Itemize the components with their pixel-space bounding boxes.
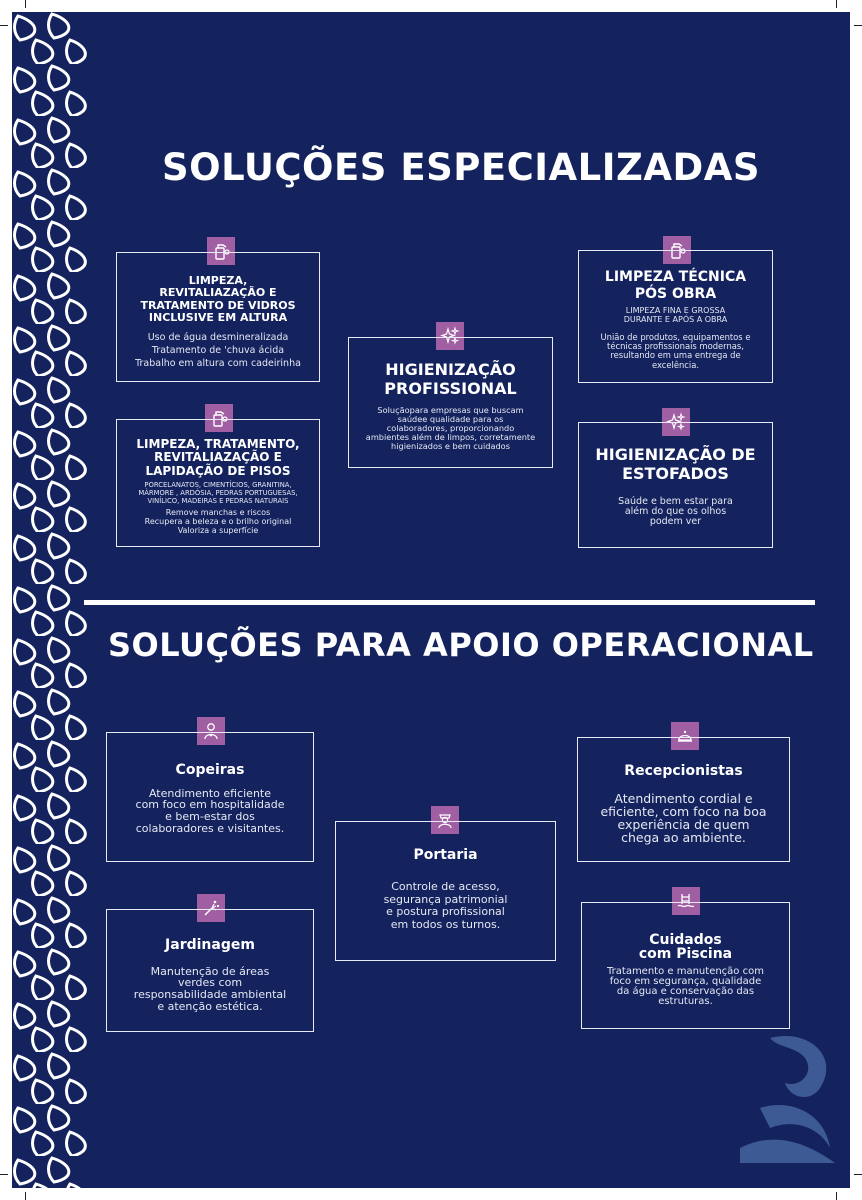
card-body-line: Manutenção de áreas xyxy=(150,964,270,978)
card-title-line: REVITALIAZAÇÃO E xyxy=(154,450,282,465)
card-body-line: colaboradores, proporcionando xyxy=(386,423,515,434)
decorative-pattern xyxy=(12,12,88,1188)
card-body-line: excelência. xyxy=(651,359,700,370)
card-body-line: em todos os turnos. xyxy=(390,918,501,932)
card-higienizacao-profissional xyxy=(348,337,553,468)
card-title-line: PÓS OBRA xyxy=(634,285,717,302)
card-cuidados-piscina xyxy=(581,902,790,1029)
card-title-line: HIGIENIZAÇÃO xyxy=(385,360,516,379)
card-title-line: LIMPEZA, TRATAMENTO, xyxy=(136,437,300,451)
card-body-line: colaboradores e visitantes. xyxy=(135,821,285,835)
card-portaria xyxy=(335,821,556,961)
card-body-line: responsabilidade ambiental xyxy=(133,988,287,1002)
crop-mark xyxy=(854,1174,862,1175)
card-sub-line: VINÍLICO, MADEIRAS E PEDRAS NATURAIS xyxy=(147,496,289,505)
crop-mark xyxy=(0,1174,8,1175)
card-body-line: Atendimento eficiente xyxy=(148,786,272,800)
card-body-line: e bem-estar dos xyxy=(165,810,255,824)
card-body-line: União de produtos, equipamentos e xyxy=(600,331,751,342)
crop-mark xyxy=(836,0,837,8)
card-body-line: Trabalho em altura com cadeirinha xyxy=(135,357,301,369)
crop-mark xyxy=(25,1192,26,1200)
card-sub-line: MÁRMORE , ARDÓSIA, PEDRAS PORTUGUESAS, xyxy=(138,489,298,498)
card-copeiras xyxy=(106,732,314,862)
card-body-line: Recupera a beleza e o brilho original xyxy=(144,516,292,526)
card-body-line: com foco em hospitalidade xyxy=(135,798,285,812)
card-body-line: da água e conservação das xyxy=(616,986,755,997)
card-limpeza-pisos xyxy=(116,419,320,547)
card-body-line: segurança patrimonial xyxy=(383,892,508,906)
card-body-line: foco em segurança, qualidade xyxy=(609,976,762,987)
crop-mark xyxy=(836,1192,837,1200)
card-body-line: Controle de acesso, xyxy=(391,879,500,893)
card-title-line: com Piscina xyxy=(638,946,733,962)
section-divider xyxy=(84,600,815,605)
card-limpeza-vidros xyxy=(116,252,320,382)
crop-mark xyxy=(854,25,862,26)
card-body-line: chega ao ambiente. xyxy=(621,830,746,846)
card-body-line: eficiente, com foco na boa xyxy=(600,803,767,819)
card-sub-line: DURANTE E APÓS A OBRA xyxy=(623,314,728,324)
card-title-line: LAPIDAÇÃO DE PISOS xyxy=(145,463,291,478)
page-background xyxy=(12,12,850,1188)
card-body-line: saúdee qualidade para os xyxy=(397,414,504,425)
card-sub-line: LIMPEZA FINA E GROSSA xyxy=(625,305,726,315)
card-body-line: experiência de quem xyxy=(617,816,750,832)
card-title-line: INCLUSIVE EM ALTURA xyxy=(148,310,288,324)
card-body-line: e atenção estética. xyxy=(157,999,263,1013)
card-title-line: ESTOFADOS xyxy=(622,464,729,484)
card-body-line: ambientes além de limpos, corretamente xyxy=(365,431,536,442)
card-body-line: podem ver xyxy=(649,516,702,528)
card-title: Copeiras xyxy=(175,762,245,778)
brand-logo xyxy=(740,1028,840,1168)
crop-mark xyxy=(0,25,8,26)
card-title-line: REVITALIAZAÇÃO E xyxy=(159,286,277,300)
card-title: Recepcionistas xyxy=(624,763,743,779)
section-heading-operational: SOLUÇÕES PARA APOIO OPERACIONAL xyxy=(108,626,814,664)
card-body-line: Atendimento cordial e xyxy=(614,790,753,806)
card-body-line: Remove manchas e riscos xyxy=(165,507,271,517)
card-title-line: HIGIENIZAÇÃO DE xyxy=(595,445,756,464)
card-jardinagem xyxy=(106,909,314,1032)
card-title-line: LIMPEZA TÉCNICA xyxy=(604,269,747,285)
card-title-line: TRATAMENTO DE VIDROS xyxy=(140,298,296,312)
card-body-line: Tratamento de 'chuva ácida xyxy=(151,345,285,357)
card-body-line: Uso de água desmineralizada xyxy=(147,332,289,344)
card-title-line: Cuidados xyxy=(649,932,722,948)
card-body-line: verdes com xyxy=(177,976,243,990)
card-recepcionistas xyxy=(577,737,790,862)
section-heading-specialized: SOLUÇÕES ESPECIALIZADAS xyxy=(162,146,760,189)
card-title-line: PROFISSIONAL xyxy=(384,379,517,399)
card-body-line: higienizados e bem cuidados xyxy=(391,440,510,451)
card-body-line: Valoriza a superfície xyxy=(177,525,259,535)
card-title: Jardinagem xyxy=(165,937,255,953)
card-body-line: Soluçãopara empresas que buscam xyxy=(377,405,524,416)
card-body-line: e postura profissional xyxy=(386,905,505,919)
card-higienizacao-estofados xyxy=(578,422,773,548)
card-title: Portaria xyxy=(413,847,478,863)
card-body-line: estruturas. xyxy=(658,996,713,1007)
card-title-line: LIMPEZA, xyxy=(188,274,248,287)
crop-mark xyxy=(25,0,26,8)
card-body-line: Tratamento e manutenção com xyxy=(607,966,764,977)
card-body-line: resultando em uma entrega de xyxy=(610,350,741,361)
card-body-line: Saúde e bem estar para xyxy=(618,496,733,508)
card-body-line: além do que os olhos xyxy=(624,506,727,518)
card-body-line: técnicas profissionais modernas, xyxy=(607,341,744,352)
card-sub-line: PORCELANATOS, CIMENTÍCIOS, GRANITINA, xyxy=(144,481,292,490)
card-limpeza-pos-obra xyxy=(578,250,773,383)
